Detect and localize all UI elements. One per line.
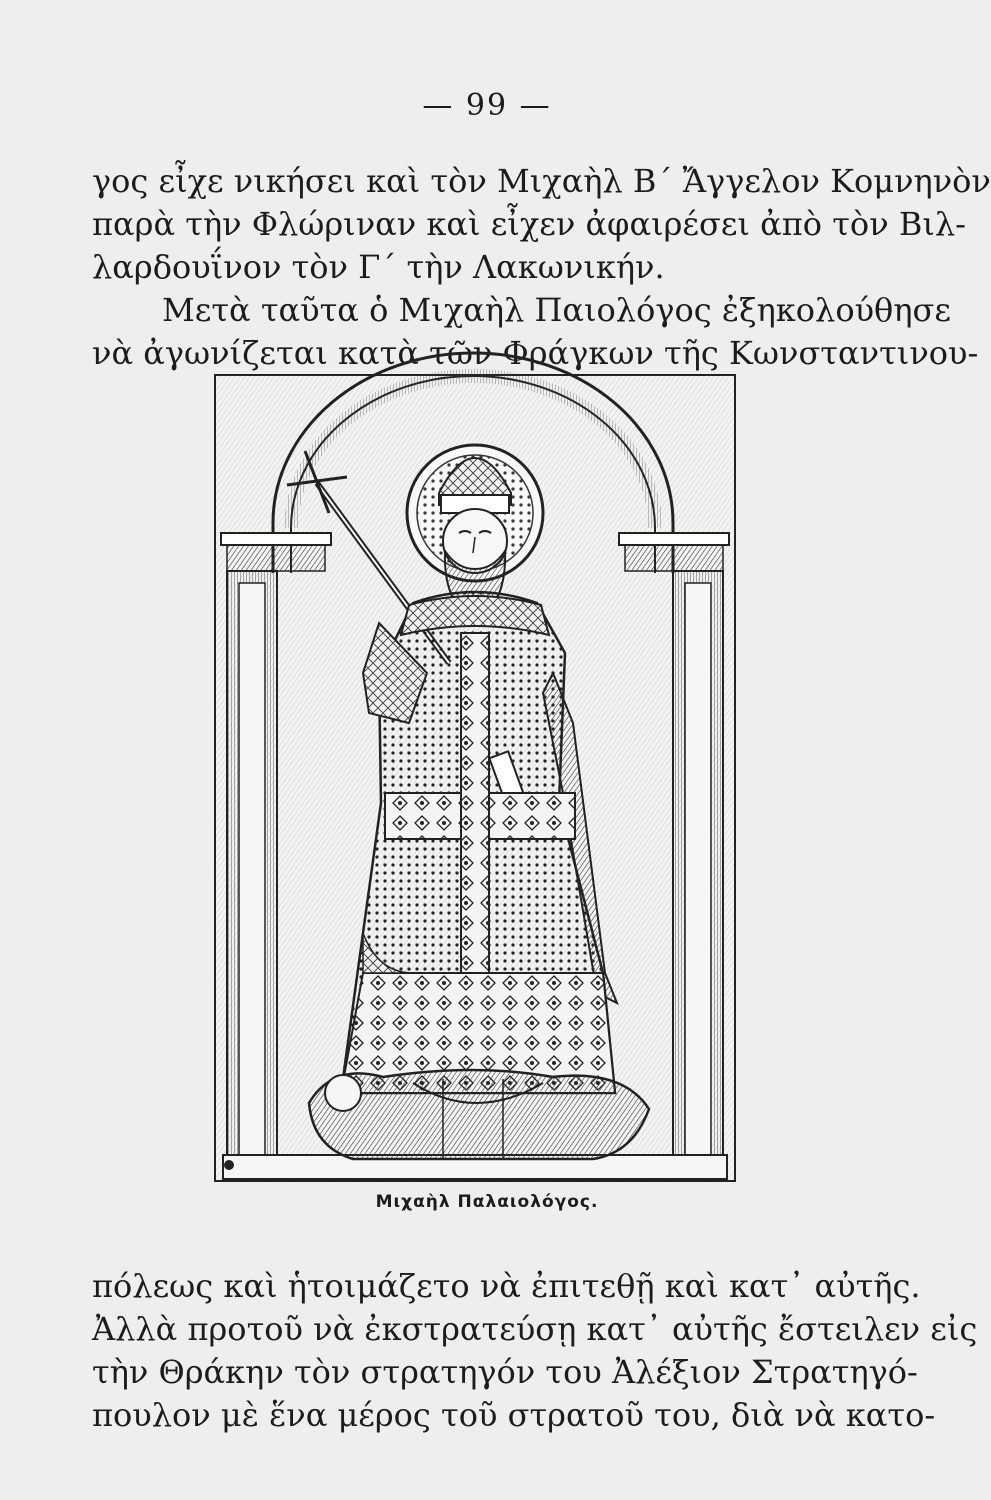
page-number: — 99 — (422, 88, 552, 123)
text-line: πουλον μὲ ἕνα μέρος τοῦ στρατοῦ του, διὰ νὰ κατο- (92, 1396, 936, 1434)
top-paragraph (92, 160, 991, 375)
bottom-paragraph (92, 1265, 978, 1437)
emperor-engraving (213, 373, 737, 1185)
text-line: Ἀλλὰ προτοῦ νὰ ἐκστρατεύσῃ κατ᾽ αὐτῆς ἔστειλεν εἰς (92, 1310, 978, 1348)
figure-caption: Μιχαὴλ Παλαιολόγος. (375, 1192, 599, 1212)
text-line: Μετὰ ταῦτα ὁ Μιχαὴλ Παιολόγος ἐξηκολούθησε (162, 291, 951, 329)
text-line: λαρδουΐνον τὸν Γ΄ τὴν Λακωνικήν. (92, 248, 665, 286)
text-line: τὴν Θράκην τὸν στρατηγόν του Ἀλέξιον Στρατηγό- (92, 1353, 918, 1391)
text-line: πόλεως καὶ ἡτοιμάζετο νὰ ἐπιτεθῇ καὶ κατ᾽ αὐτῆς. (92, 1267, 921, 1305)
text-line: νὰ ἀγωνίζεται κατὰ τῶν Φράγκων τῆς Κωνσταντινου- (92, 334, 979, 372)
text-line: γος εἶχε νικήσει καὶ τὸν Μιχαὴλ Β΄ Ἄγγελον Κομνηνὸν (92, 162, 991, 200)
text-line: παρὰ τὴν Φλώριναν καὶ εἶχεν ἀφαιρέσει ἀπὸ τὸν Βιλ- (92, 205, 966, 243)
